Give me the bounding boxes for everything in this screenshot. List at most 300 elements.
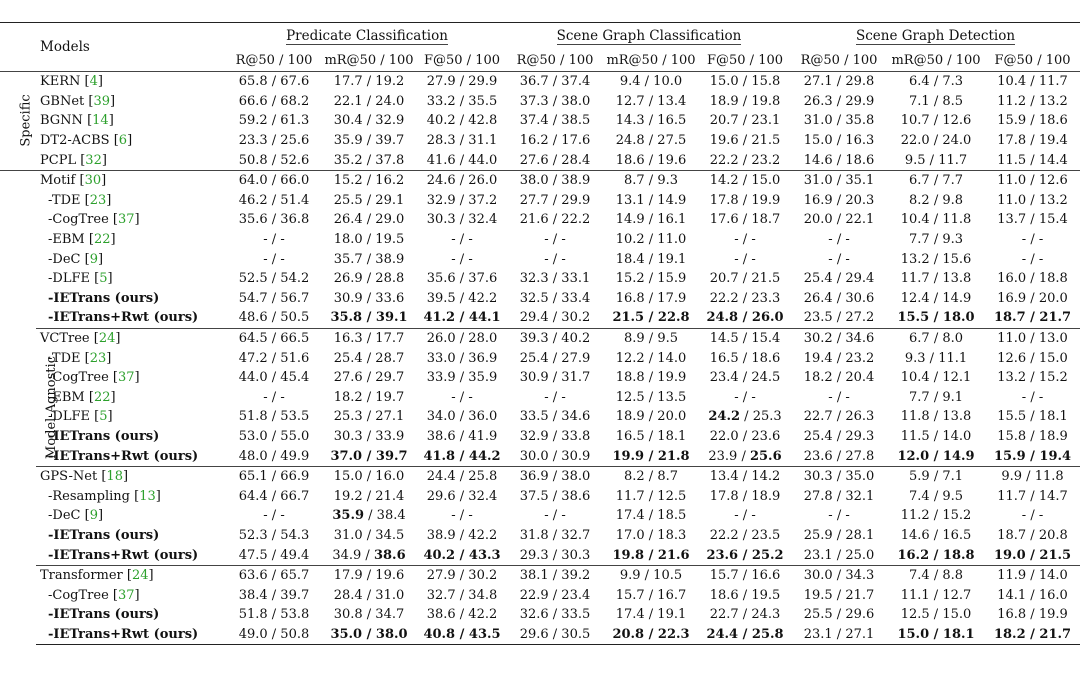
value-cell: 29.6 / 32.4 bbox=[426, 488, 498, 504]
model-name: -IETrans (ours) bbox=[48, 290, 160, 306]
value-cell: 19.9 / 21.8 bbox=[612, 448, 690, 464]
model-name: -EBM [22] bbox=[48, 232, 116, 248]
value-cell: 35.7 / 38.9 bbox=[333, 251, 405, 267]
value-cell: 39.5 / 42.2 bbox=[426, 290, 498, 306]
value-cell: 63.6 / 65.7 bbox=[227, 565, 321, 585]
value-cell: - / - bbox=[263, 232, 285, 248]
value-cell: 48.6 / 50.5 bbox=[238, 310, 310, 326]
citation-link[interactable]: 9 bbox=[89, 508, 98, 524]
value-cell: 17.4 / 18.5 bbox=[615, 508, 687, 524]
value-cell: 27.6 / 28.4 bbox=[519, 152, 591, 168]
model-name: Transformer [24] bbox=[36, 565, 227, 585]
value-cell: 15.7 / 16.7 bbox=[615, 587, 687, 603]
value-cell: 10.7 / 12.6 bbox=[900, 113, 972, 129]
value-cell: 9.4 / 10.0 bbox=[619, 74, 683, 90]
value-cell: 27.8 / 32.1 bbox=[803, 488, 875, 504]
value-cell: 29.3 / 30.3 bbox=[519, 547, 591, 563]
value-cell: 13.1 / 14.9 bbox=[615, 192, 687, 208]
value-cell: 33.5 / 34.6 bbox=[519, 409, 591, 425]
citation-link[interactable]: 5 bbox=[99, 271, 108, 287]
value-cell: 30.8 / 34.7 bbox=[333, 607, 405, 623]
value-cell: - / - bbox=[451, 232, 473, 248]
value-cell: 49.0 / 50.8 bbox=[227, 625, 321, 645]
value-cell: 7.7 / 9.3 bbox=[909, 232, 964, 248]
value-cell: 26.4 / 29.0 bbox=[333, 212, 405, 228]
value-cell: 13.2 / 15.6 bbox=[900, 251, 972, 267]
value-cell: - / - bbox=[1021, 251, 1044, 267]
value-cell: 22.0 / 23.6 bbox=[709, 428, 781, 444]
value-cell: 11.2 / 13.2 bbox=[997, 93, 1068, 109]
value-cell: 19.8 / 21.6 bbox=[612, 547, 690, 563]
value-cell: 16.3 / 17.7 bbox=[321, 328, 417, 348]
value-cell: 8.2 / 9.8 bbox=[909, 192, 964, 208]
value-cell: 17.8 / 18.9 bbox=[709, 488, 781, 504]
value-cell: 18.7 / 20.8 bbox=[997, 527, 1068, 543]
value-cell: 20.0 / 22.1 bbox=[803, 212, 875, 228]
value-cell: 37.5 / 38.6 bbox=[519, 488, 591, 504]
citation-link[interactable]: 9 bbox=[89, 251, 98, 267]
value-cell: 31.0 / 35.1 bbox=[791, 170, 887, 190]
value-cell: 23.9 / 25.6 bbox=[708, 448, 782, 464]
value-cell: - / - bbox=[451, 389, 473, 405]
group-header-sgdet: Scene Graph Detection bbox=[855, 28, 1016, 44]
value-cell: 24.4 / 25.8 bbox=[417, 466, 507, 486]
model-name: GPS-Net [18] bbox=[36, 466, 227, 486]
metric-header: R@50 / 100 bbox=[227, 49, 321, 72]
value-cell: 23.1 / 25.0 bbox=[803, 547, 875, 563]
metric-header: R@50 / 100 bbox=[791, 49, 887, 72]
value-cell: 16.8 / 19.9 bbox=[997, 607, 1068, 623]
value-cell: 47.2 / 51.6 bbox=[238, 350, 310, 366]
value-cell: 26.0 / 28.0 bbox=[417, 328, 507, 348]
value-cell: 32.3 / 33.1 bbox=[519, 271, 591, 287]
citation-link[interactable]: 37 bbox=[117, 212, 135, 228]
model-name: GBNet [39] bbox=[40, 93, 116, 109]
value-cell: 10.4 / 11.7 bbox=[997, 74, 1068, 90]
value-cell: 28.4 / 31.0 bbox=[333, 587, 405, 603]
value-cell: 17.9 / 19.6 bbox=[321, 565, 417, 585]
value-cell: 35.0 / 38.0 bbox=[321, 625, 417, 645]
model-name: KERN [4] bbox=[40, 74, 103, 90]
table-row bbox=[0, 388, 1080, 408]
value-cell: 7.4 / 8.8 bbox=[887, 565, 985, 585]
citation-link[interactable]: 23 bbox=[89, 350, 107, 366]
value-cell: 15.0 / 15.8 bbox=[709, 74, 781, 90]
value-cell: - / - bbox=[828, 389, 850, 405]
value-cell: - / - bbox=[544, 389, 566, 405]
table-row bbox=[0, 427, 1080, 447]
table bbox=[0, 22, 1080, 645]
value-cell: 12.5 / 13.5 bbox=[615, 389, 687, 405]
model-name: -DLFE [5] bbox=[48, 271, 113, 287]
value-cell: 11.8 / 13.8 bbox=[900, 409, 972, 425]
value-cell: 33.9 / 35.9 bbox=[426, 370, 498, 386]
metric-header: R@50 / 100 bbox=[507, 49, 603, 72]
metric-header: F@50 / 100 bbox=[985, 49, 1080, 72]
models-header: Models bbox=[36, 23, 227, 72]
citation-link[interactable]: 22 bbox=[93, 232, 111, 248]
value-cell: 30.0 / 30.9 bbox=[519, 448, 591, 464]
value-cell: 65.8 / 67.6 bbox=[238, 74, 310, 90]
group-header-sgcls: Scene Graph Classification bbox=[556, 28, 742, 44]
table-row bbox=[0, 368, 1080, 388]
value-cell: 12.0 / 14.9 bbox=[897, 448, 975, 464]
value-cell: 10.4 / 11.8 bbox=[900, 212, 972, 228]
value-cell: 38.1 / 39.2 bbox=[507, 565, 603, 585]
value-cell: 15.0 / 16.3 bbox=[803, 133, 875, 149]
table-row bbox=[0, 526, 1080, 546]
table-row bbox=[0, 170, 1080, 190]
citation-link[interactable]: 18 bbox=[106, 469, 123, 485]
value-cell: 11.9 / 14.0 bbox=[985, 565, 1080, 585]
citation-link[interactable]: 39 bbox=[93, 93, 110, 109]
value-cell: 41.6 / 44.0 bbox=[426, 152, 498, 168]
value-cell: 66.6 / 68.2 bbox=[238, 93, 310, 109]
value-cell: 36.7 / 37.4 bbox=[519, 74, 591, 90]
value-cell: - / - bbox=[734, 508, 756, 524]
value-cell: 20.7 / 23.1 bbox=[709, 113, 781, 129]
value-cell: 38.6 / 42.2 bbox=[426, 607, 498, 623]
value-cell: 19.6 / 21.5 bbox=[709, 133, 781, 149]
table-row bbox=[0, 506, 1080, 526]
metric-header: mR@50 / 100 bbox=[321, 49, 417, 72]
value-cell: 32.9 / 37.2 bbox=[426, 192, 498, 208]
value-cell: 15.0 / 16.0 bbox=[321, 466, 417, 486]
value-cell: 16.2 / 18.8 bbox=[897, 547, 975, 563]
value-cell: - / - bbox=[734, 251, 756, 267]
value-cell: 11.1 / 12.7 bbox=[900, 587, 972, 603]
value-cell: 7.1 / 8.5 bbox=[909, 93, 964, 109]
value-cell: 31.0 / 34.5 bbox=[333, 527, 405, 543]
value-cell: 16.8 / 17.9 bbox=[615, 290, 687, 306]
metric-header: mR@50 / 100 bbox=[603, 49, 699, 72]
value-cell: 16.9 / 20.3 bbox=[803, 192, 875, 208]
citation-link[interactable]: 22 bbox=[93, 389, 111, 405]
value-cell: - / - bbox=[828, 508, 850, 524]
value-cell: 18.2 / 19.7 bbox=[333, 389, 405, 405]
value-cell: 27.9 / 30.2 bbox=[417, 565, 507, 585]
value-cell: 19.0 / 21.5 bbox=[993, 547, 1072, 563]
value-cell: 46.2 / 51.4 bbox=[238, 192, 310, 208]
value-cell: 8.7 / 9.3 bbox=[603, 170, 699, 190]
value-cell: 30.3 / 35.0 bbox=[791, 466, 887, 486]
table-row bbox=[0, 111, 1080, 131]
value-cell: 38.0 / 38.9 bbox=[507, 170, 603, 190]
value-cell: 30.9 / 33.6 bbox=[333, 290, 405, 306]
value-cell: 41.2 / 44.1 bbox=[423, 310, 501, 326]
value-cell: 24.6 / 26.0 bbox=[417, 170, 507, 190]
model-name: -TDE [23] bbox=[48, 350, 112, 366]
value-cell: 15.2 / 15.9 bbox=[615, 271, 687, 287]
citation-link[interactable]: 6 bbox=[118, 133, 128, 149]
section-label: Specific bbox=[18, 94, 34, 148]
value-cell: 15.0 / 18.1 bbox=[887, 625, 985, 645]
value-cell: 10.4 / 12.1 bbox=[900, 370, 972, 386]
value-cell: 27.9 / 29.9 bbox=[426, 74, 498, 90]
value-cell: 35.9 / 38.4 bbox=[332, 508, 406, 524]
value-cell: 37.3 / 38.0 bbox=[519, 93, 591, 109]
value-cell: 20.7 / 21.5 bbox=[709, 271, 781, 287]
value-cell: 10.2 / 11.0 bbox=[615, 232, 687, 248]
value-cell: 9.9 / 11.8 bbox=[985, 466, 1080, 486]
value-cell: 25.4 / 29.4 bbox=[803, 271, 875, 287]
citation-link[interactable]: 5 bbox=[99, 409, 108, 425]
citation-link[interactable]: 37 bbox=[117, 587, 135, 603]
value-cell: 11.7 / 13.8 bbox=[900, 271, 972, 287]
value-cell: 26.3 / 29.9 bbox=[803, 93, 875, 109]
value-cell: 47.5 / 49.4 bbox=[238, 547, 310, 563]
value-cell: 41.8 / 44.2 bbox=[423, 448, 501, 464]
value-cell: 11.5 / 14.0 bbox=[900, 428, 972, 444]
model-name: -IETrans+Rwt (ours) bbox=[48, 310, 199, 326]
value-cell: 26.4 / 30.6 bbox=[803, 290, 875, 306]
value-cell: 16.5 / 18.6 bbox=[709, 350, 781, 366]
value-cell: 14.2 / 15.0 bbox=[699, 170, 791, 190]
table-row bbox=[0, 446, 1080, 466]
value-cell: 11.0 / 13.2 bbox=[997, 192, 1068, 208]
model-name: -CogTree [37] bbox=[48, 370, 140, 386]
value-cell: 28.3 / 31.1 bbox=[426, 133, 498, 149]
value-cell: 17.7 / 19.2 bbox=[333, 74, 405, 90]
value-cell: 15.5 / 18.1 bbox=[997, 409, 1068, 425]
value-cell: 23.1 / 27.1 bbox=[791, 625, 887, 645]
value-cell: 8.2 / 8.7 bbox=[603, 466, 699, 486]
citation-link[interactable]: 4 bbox=[89, 74, 98, 90]
value-cell: 17.8 / 19.9 bbox=[709, 192, 781, 208]
value-cell: 12.6 / 15.0 bbox=[997, 350, 1068, 366]
model-name: -Resampling [13] bbox=[48, 488, 161, 504]
value-cell: 6.7 / 8.0 bbox=[887, 328, 985, 348]
value-cell: 16.9 / 20.0 bbox=[997, 290, 1068, 306]
model-name: Motif [30] bbox=[36, 170, 227, 190]
value-cell: 22.7 / 24.3 bbox=[709, 607, 781, 623]
value-cell: 13.2 / 15.2 bbox=[997, 370, 1068, 386]
citation-link[interactable]: 23 bbox=[89, 192, 107, 208]
value-cell: - / - bbox=[734, 232, 756, 248]
citation-link[interactable]: 24 bbox=[132, 568, 149, 584]
value-cell: 9.5 / 11.7 bbox=[904, 152, 968, 168]
value-cell: 19.4 / 23.2 bbox=[803, 350, 875, 366]
value-cell: 24.8 / 26.0 bbox=[706, 310, 784, 326]
value-cell: 32.7 / 34.8 bbox=[426, 587, 498, 603]
value-cell: 27.7 / 29.9 bbox=[519, 192, 591, 208]
value-cell: 35.9 / 39.7 bbox=[333, 133, 405, 149]
table-row bbox=[0, 289, 1080, 309]
value-cell: 38.6 / 41.9 bbox=[426, 428, 498, 444]
value-cell: 16.5 / 18.1 bbox=[615, 428, 687, 444]
model-name: PCPL [32] bbox=[40, 152, 107, 168]
model-name: -EBM [22] bbox=[48, 389, 116, 405]
value-cell: 36.9 / 38.0 bbox=[507, 466, 603, 486]
value-cell: 30.4 / 32.9 bbox=[333, 113, 405, 129]
value-cell: 32.9 / 33.8 bbox=[519, 428, 591, 444]
model-name: -CogTree [37] bbox=[48, 587, 140, 603]
table-row bbox=[0, 625, 1080, 645]
value-cell: 22.1 / 24.0 bbox=[333, 93, 405, 109]
model-name: -IETrans+Rwt (ours) bbox=[36, 625, 227, 645]
metric-header: F@50 / 100 bbox=[417, 49, 507, 72]
value-cell: 40.8 / 43.5 bbox=[417, 625, 507, 645]
value-cell: 37.0 / 39.7 bbox=[330, 448, 408, 464]
value-cell: 22.0 / 24.0 bbox=[900, 133, 972, 149]
value-cell: 11.0 / 13.0 bbox=[985, 328, 1080, 348]
value-cell: 15.5 / 18.0 bbox=[897, 310, 975, 326]
table-row bbox=[0, 92, 1080, 112]
value-cell: 17.0 / 18.3 bbox=[615, 527, 687, 543]
value-cell: 21.5 / 22.8 bbox=[612, 310, 690, 326]
value-cell: 32.6 / 33.5 bbox=[519, 607, 591, 623]
table-row bbox=[0, 269, 1080, 289]
value-cell: 7.4 / 9.5 bbox=[909, 488, 964, 504]
value-cell: 37.4 / 38.5 bbox=[519, 113, 591, 129]
value-cell: - / - bbox=[451, 251, 473, 267]
model-name: -DLFE [5] bbox=[48, 409, 113, 425]
table-row bbox=[0, 407, 1080, 427]
value-cell: 34.0 / 36.0 bbox=[426, 409, 498, 425]
value-cell: 14.1 / 16.0 bbox=[997, 587, 1068, 603]
value-cell: 23.6 / 27.8 bbox=[803, 448, 875, 464]
value-cell: 6.7 / 7.7 bbox=[887, 170, 985, 190]
value-cell: 14.9 / 16.1 bbox=[615, 212, 687, 228]
table-row bbox=[0, 486, 1080, 506]
value-cell: 7.7 / 9.1 bbox=[909, 389, 964, 405]
value-cell: 51.8 / 53.8 bbox=[238, 607, 310, 623]
citation-link[interactable]: 14 bbox=[92, 113, 109, 129]
value-cell: 24.2 / 25.3 bbox=[708, 409, 782, 425]
model-name: VCTree [24] bbox=[36, 328, 227, 348]
table-row bbox=[0, 249, 1080, 269]
value-cell: 17.8 / 19.4 bbox=[997, 133, 1068, 149]
value-cell: 8.9 / 9.5 bbox=[603, 328, 699, 348]
model-name: -IETrans+Rwt (ours) bbox=[48, 448, 199, 464]
model-name: -CogTree [37] bbox=[48, 212, 140, 228]
value-cell: 25.5 / 29.6 bbox=[803, 607, 875, 623]
section-label: Model-Agnostic bbox=[0, 170, 36, 644]
value-cell: 11.7 / 14.7 bbox=[997, 488, 1068, 504]
value-cell: 24.8 / 27.5 bbox=[615, 133, 687, 149]
value-cell: 30.2 / 34.6 bbox=[791, 328, 887, 348]
value-cell: - / - bbox=[1021, 389, 1044, 405]
value-cell: 15.9 / 19.4 bbox=[993, 448, 1072, 464]
value-cell: 18.6 / 19.6 bbox=[615, 152, 687, 168]
model-name: -IETrans (ours) bbox=[48, 428, 160, 444]
value-cell: 48.0 / 49.9 bbox=[238, 448, 310, 464]
table-row bbox=[0, 150, 1080, 170]
value-cell: - / - bbox=[451, 508, 473, 524]
value-cell: 18.8 / 19.9 bbox=[615, 370, 687, 386]
value-cell: 30.3 / 32.4 bbox=[426, 212, 498, 228]
table-row bbox=[0, 545, 1080, 565]
value-cell: 12.2 / 14.0 bbox=[615, 350, 687, 366]
value-cell: 12.5 / 15.0 bbox=[900, 607, 972, 623]
table-row bbox=[0, 131, 1080, 151]
value-cell: 17.6 / 18.7 bbox=[709, 212, 781, 228]
table-row bbox=[0, 210, 1080, 230]
value-cell: 22.2 / 23.5 bbox=[709, 527, 781, 543]
value-cell: - / - bbox=[1021, 232, 1044, 248]
value-cell: 27.6 / 29.7 bbox=[333, 370, 405, 386]
value-cell: 25.4 / 27.9 bbox=[519, 350, 591, 366]
value-cell: 44.0 / 45.4 bbox=[238, 370, 310, 386]
value-cell: 22.7 / 26.3 bbox=[803, 409, 875, 425]
value-cell: 31.0 / 35.8 bbox=[803, 113, 875, 129]
value-cell: 15.7 / 16.6 bbox=[699, 565, 791, 585]
value-cell: 25.3 / 27.1 bbox=[333, 409, 405, 425]
value-cell: 50.8 / 52.6 bbox=[238, 152, 310, 168]
value-cell: 33.2 / 35.5 bbox=[426, 93, 498, 109]
value-cell: 64.5 / 66.5 bbox=[227, 328, 321, 348]
value-cell: 40.2 / 43.3 bbox=[423, 547, 501, 563]
citation-link[interactable]: 37 bbox=[117, 370, 135, 386]
value-cell: 9.3 / 11.1 bbox=[904, 350, 968, 366]
value-cell: 35.6 / 37.6 bbox=[426, 271, 498, 287]
value-cell: 53.0 / 55.0 bbox=[238, 428, 310, 444]
value-cell: 30.0 / 34.3 bbox=[791, 565, 887, 585]
value-cell: 54.7 / 56.7 bbox=[238, 290, 310, 306]
value-cell: 9.9 / 10.5 bbox=[603, 565, 699, 585]
table-row bbox=[0, 230, 1080, 250]
metric-header: mR@50 / 100 bbox=[887, 49, 985, 72]
value-cell: 52.3 / 54.3 bbox=[238, 527, 310, 543]
corner-cell bbox=[0, 23, 36, 50]
value-cell: 52.5 / 54.2 bbox=[238, 271, 310, 287]
value-cell: 34.9 / 38.6 bbox=[332, 547, 406, 563]
value-cell: 59.2 / 61.3 bbox=[238, 113, 310, 129]
value-cell: 15.8 / 18.9 bbox=[997, 428, 1068, 444]
value-cell: 32.5 / 33.4 bbox=[519, 290, 591, 306]
value-cell: - / - bbox=[1021, 508, 1044, 524]
value-cell: 25.4 / 28.7 bbox=[333, 350, 405, 366]
value-cell: 13.4 / 14.2 bbox=[699, 466, 791, 486]
value-cell: 23.4 / 24.5 bbox=[709, 370, 781, 386]
value-cell: 11.7 / 12.5 bbox=[615, 488, 687, 504]
metric-header: F@50 / 100 bbox=[699, 49, 791, 72]
value-cell: 18.7 / 21.7 bbox=[993, 310, 1072, 326]
model-name: -IETrans+Rwt (ours) bbox=[48, 547, 199, 563]
value-cell: 22.9 / 23.4 bbox=[519, 587, 591, 603]
value-cell: 11.5 / 14.4 bbox=[997, 152, 1068, 168]
value-cell: 14.3 / 16.5 bbox=[615, 113, 687, 129]
value-cell: 29.6 / 30.5 bbox=[507, 625, 603, 645]
value-cell: 64.0 / 66.0 bbox=[227, 170, 321, 190]
model-name: -DeC [9] bbox=[48, 508, 104, 524]
value-cell: 25.9 / 28.1 bbox=[803, 527, 875, 543]
value-cell: 12.4 / 14.9 bbox=[900, 290, 972, 306]
value-cell: 13.7 / 15.4 bbox=[997, 212, 1068, 228]
value-cell: 24.4 / 25.8 bbox=[699, 625, 791, 645]
value-cell: 15.9 / 18.6 bbox=[997, 113, 1068, 129]
value-cell: 15.2 / 16.2 bbox=[321, 170, 417, 190]
value-cell: 18.9 / 19.8 bbox=[709, 93, 781, 109]
citation-link[interactable]: 13 bbox=[139, 488, 156, 504]
value-cell: 25.4 / 29.3 bbox=[803, 428, 875, 444]
citation-link[interactable]: 32 bbox=[85, 152, 102, 168]
value-cell: 23.3 / 25.6 bbox=[238, 133, 310, 149]
model-name: -IETrans (ours) bbox=[48, 607, 160, 623]
value-cell: 12.7 / 13.4 bbox=[615, 93, 687, 109]
value-cell: - / - bbox=[828, 232, 850, 248]
value-cell: 18.2 / 21.7 bbox=[985, 625, 1080, 645]
value-cell: 38.9 / 42.2 bbox=[426, 527, 498, 543]
value-cell: 38.4 / 39.7 bbox=[238, 587, 310, 603]
value-cell: 6.4 / 7.3 bbox=[909, 74, 964, 90]
value-cell: 18.4 / 19.1 bbox=[615, 251, 687, 267]
model-name: BGNN [14] bbox=[40, 113, 114, 129]
citation-link[interactable]: 30 bbox=[84, 173, 102, 189]
group-header-predcls: Predicate Classification bbox=[286, 28, 448, 44]
citation-link[interactable]: 24 bbox=[98, 331, 116, 347]
value-cell: 40.2 / 42.8 bbox=[426, 113, 498, 129]
